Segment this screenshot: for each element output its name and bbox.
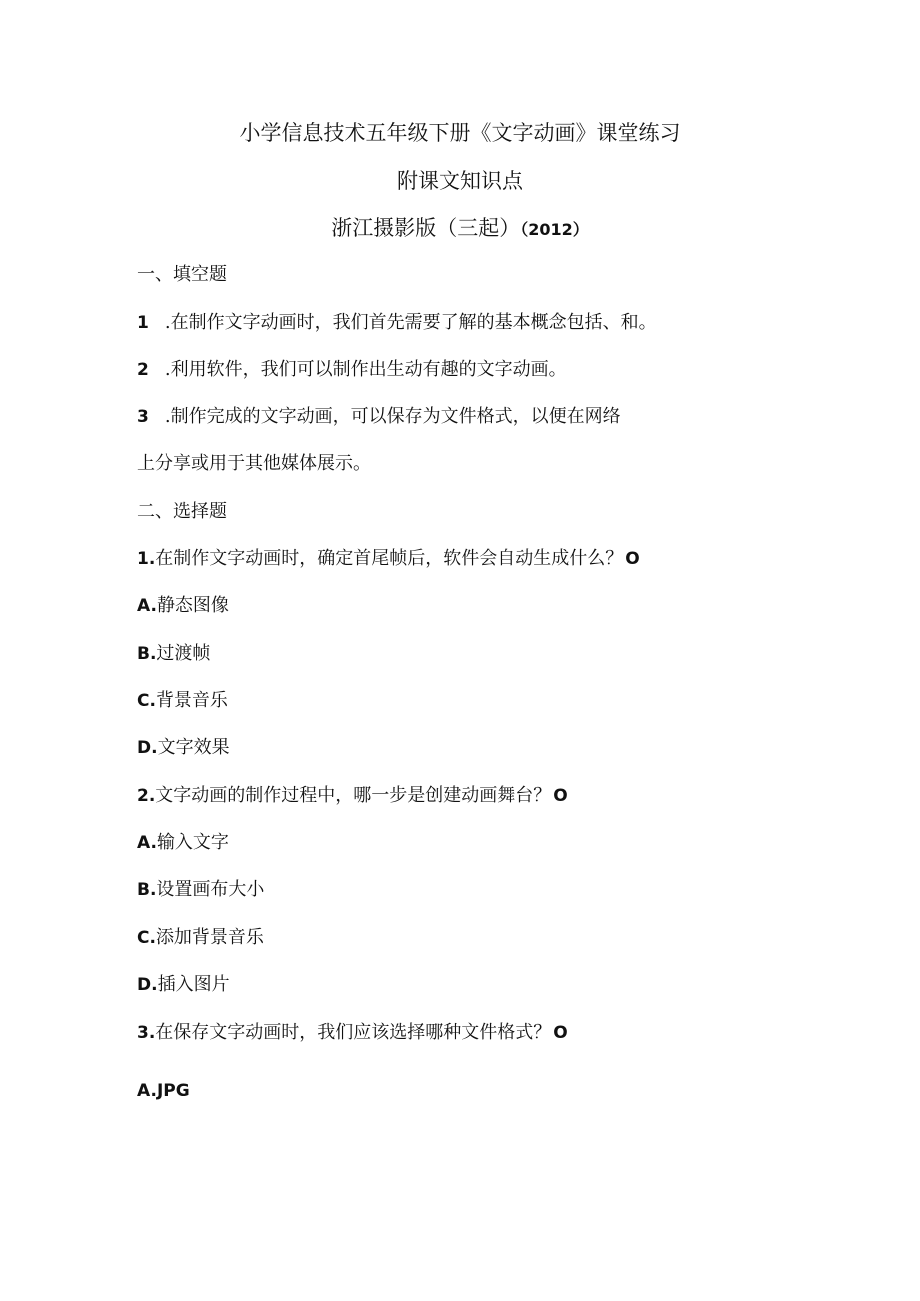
- section-heading-multiple-choice: 二、选择题: [137, 501, 227, 522]
- answer-blank: O: [553, 1023, 568, 1043]
- choice-question-2: [137, 783, 568, 809]
- option-text: 设置画布大小: [156, 879, 265, 900]
- question-text: 在保存文字动画时，我们应该选择哪种文件格式？: [155, 1022, 552, 1043]
- option-b: [137, 877, 264, 903]
- option-d: [137, 735, 230, 761]
- fill-blank-question-2: [137, 357, 567, 383]
- section-heading-fill-blank: 一、填空题: [137, 264, 227, 285]
- option-letter: D.: [137, 975, 158, 995]
- option-letter: C.: [137, 928, 156, 948]
- option-text: 插入图片: [157, 974, 230, 995]
- option-letter: A.: [137, 596, 157, 616]
- question-number: 3.: [137, 1023, 156, 1043]
- question-number: 2.: [137, 786, 156, 806]
- question-text: 在制作文字动画时，确定首尾帧后，软件会自动生成什么？: [155, 548, 624, 569]
- choice-question-1: [137, 546, 640, 572]
- edition-year: （2012）: [520, 220, 589, 239]
- option-c: [137, 925, 264, 951]
- question-number: 1.: [137, 549, 156, 569]
- option-letter: B.: [137, 880, 157, 900]
- answer-blank: O: [625, 549, 640, 569]
- option-text: 背景音乐: [155, 690, 228, 711]
- question-number: 1: [137, 313, 149, 333]
- option-text: 静态图像: [156, 595, 229, 616]
- option-c: [137, 688, 228, 714]
- question-number: 3: [137, 407, 149, 427]
- fill-blank-question-3: [137, 404, 621, 430]
- option-a: [137, 830, 229, 856]
- option-text: 过渡帧: [156, 643, 211, 664]
- question-text: .制作完成的文字动画，可以保存为文件格式，以便在网络: [164, 406, 621, 427]
- option-letter: A.: [137, 833, 157, 853]
- choice-question-3: [137, 1020, 568, 1046]
- option-letter: B.: [137, 644, 157, 664]
- edition-name: 浙江摄影版（三起）: [331, 216, 521, 240]
- option-text: 文字效果: [157, 737, 230, 758]
- option-a: [137, 1078, 190, 1104]
- option-a: [137, 593, 229, 619]
- option-letter: D.: [137, 738, 158, 758]
- option-text: 输入文字: [156, 832, 229, 853]
- option-text: 添加背景音乐: [155, 927, 264, 948]
- question-number: 2: [137, 360, 149, 380]
- option-b: [137, 641, 210, 667]
- question-text: 文字动画的制作过程中，哪一步是创建动画舞台？: [155, 785, 552, 806]
- option-letter: A.: [137, 1081, 157, 1101]
- document-subtitle: 附课文知识点: [397, 169, 523, 193]
- document-title: 小学信息技术五年级下册《文字动画》课堂练习: [239, 121, 681, 145]
- document-edition: [0, 214, 920, 244]
- question-text: .在制作文字动画时，我们首先需要了解的基本概念包括、和。: [164, 312, 657, 333]
- option-letter: C.: [137, 691, 156, 711]
- option-text: JPG: [156, 1081, 190, 1101]
- question-text: .利用软件，我们可以制作出生动有趣的文字动画。: [164, 359, 567, 380]
- option-d: [137, 972, 230, 998]
- answer-blank: O: [553, 786, 568, 806]
- fill-blank-question-1: [137, 310, 657, 336]
- fill-blank-question-3-continuation: 上分享或用于其他媒体展示。: [137, 453, 371, 474]
